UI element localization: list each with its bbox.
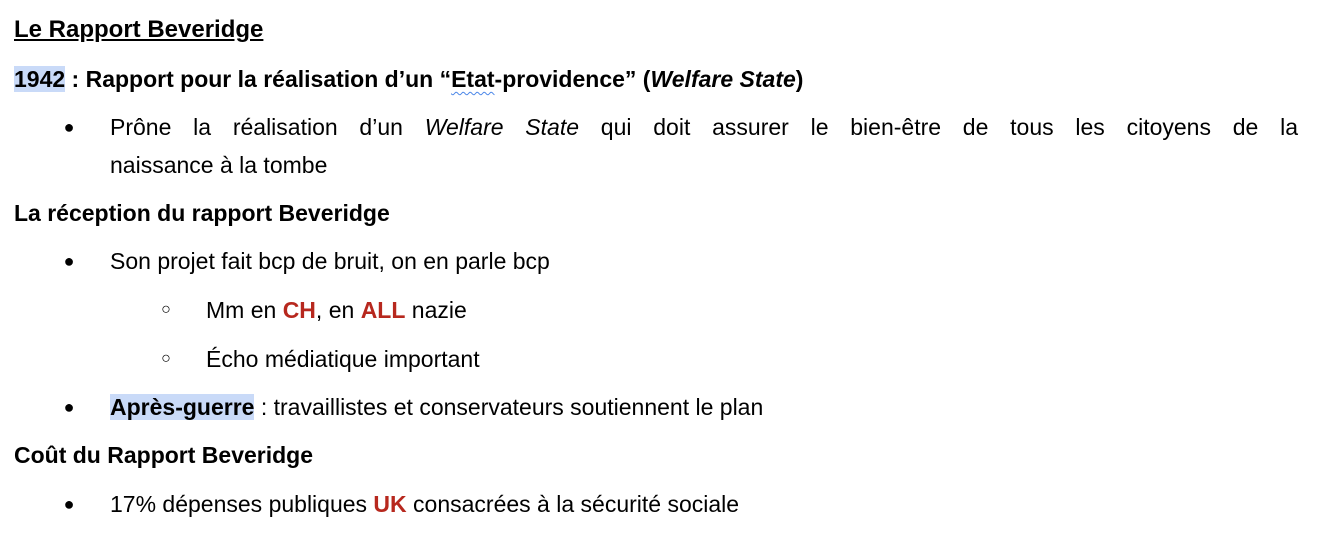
country-uk: UK <box>373 491 407 517</box>
section-heading-reception: La réception du rapport Beveridge <box>14 200 390 226</box>
document-title: Le Rapport Beveridge <box>14 16 264 43</box>
section-heading-1942: 1942 : Rapport pour la réalisation d’un “Etat-providence” (Welfare State) <box>14 66 804 92</box>
bullet-ring-icon: ○ <box>161 350 171 367</box>
section-heading-cout: Coût du Rapport Beveridge <box>14 442 314 468</box>
list-item-line: naissance à la tombe <box>110 152 328 178</box>
bullet-dot-icon: ● <box>63 117 75 137</box>
year-highlight: 1942 <box>14 66 66 92</box>
list-item <box>110 108 1298 184</box>
list-item: Après-guerre : travaillistes et conservateurs soutiennent le plan <box>110 394 764 420</box>
bullet-dot-icon: ● <box>63 251 75 271</box>
sub-list-item: Mm en CH, en ALL nazie <box>206 297 467 323</box>
spellcheck-word[interactable]: Etat <box>451 66 495 92</box>
bullet-ring-icon: ○ <box>161 301 171 318</box>
sub-list-item: Écho médiatique important <box>206 346 480 372</box>
bullet-dot-icon: ● <box>63 494 75 514</box>
country-ch: CH <box>282 297 316 323</box>
list-item-line: Prône la réalisation d’un Welfare State qui doit assurer le bien-être de tous les citoyens de la <box>110 114 1298 140</box>
country-all: ALL <box>360 297 406 323</box>
apres-guerre-highlight: Après-guerre <box>110 394 255 420</box>
list-item: Son projet fait bcp de bruit, on en parle bcp <box>110 248 550 274</box>
list-item: 17% dépenses publiques UK consacrées à la sécurité sociale <box>110 491 740 517</box>
bullet-dot-icon: ● <box>63 397 75 417</box>
